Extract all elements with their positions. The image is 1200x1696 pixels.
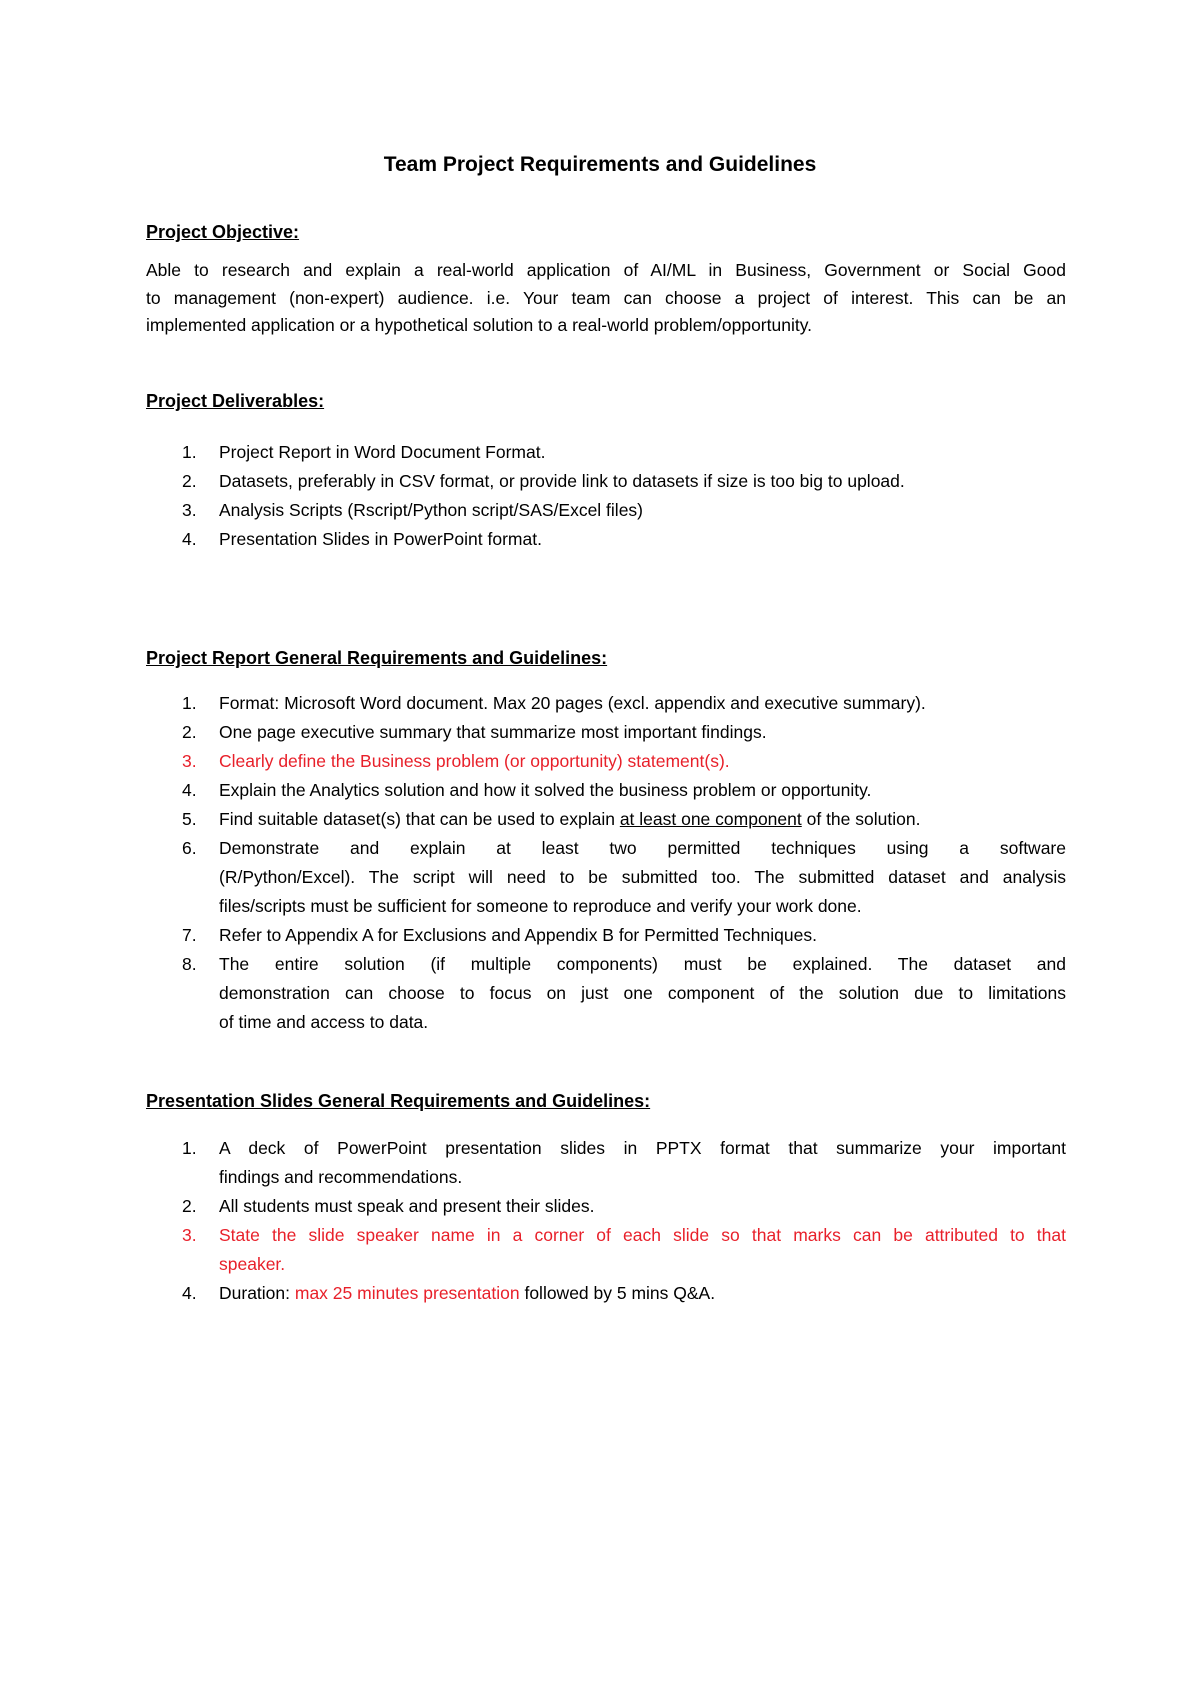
list-item-emphasized: 3. State the slide speaker name in a corner of each slide so that marks can be attributed to that speaker. [146,1221,1066,1279]
list-item: 7. Refer to Appendix A for Exclusions and Appendix B for Permitted Techniques. [146,921,1066,950]
list-item: 6. Demonstrate and explain at least two permitted techniques using a software (R/Python/Excel). The script will need to be submitted too. The submitted dataset and analysis files/scripts must be sufficient for someone to reproduce and verify your work done. [146,834,1066,921]
list-item: 1. Format: Microsoft Word document. Max 20 pages (excl. appendix and executive summary). [146,689,1066,718]
slides-requirements-list [146,1134,1066,1308]
list-item: 4. Presentation Slides in PowerPoint format. [146,525,1066,554]
objective-paragraph [146,257,1066,340]
list-item: 2. Datasets, preferably in CSV format, or provide link to datasets if size is too big to upload. [146,467,1066,496]
list-item: 3. Analysis Scripts (Rscript/Python script/SAS/Excel files) [146,496,1066,525]
underlined-phrase: at least one component [619,809,802,829]
list-number: 1. [182,442,197,462]
list-item: 8. The entire solution (if multiple components) must be explained. The dataset and demonstration can choose to focus on just one component of the solution due to limitations of time and access to data. [146,950,1066,1037]
list-number: 3. [182,751,197,771]
list-number: 3. [182,500,197,520]
deliverables-list [146,438,1066,554]
list-number: 4. [182,1283,197,1303]
deliverables-heading: Project Deliverables: [146,391,325,411]
list-item: 2. All students must speak and present their slides. [146,1192,1066,1221]
list-item: 1. A deck of PowerPoint presentation slides in PPTX format that summarize your important findings and recommendations. [146,1134,1066,1192]
list-item: 4. Explain the Analytics solution and how it solved the business problem or opportunity. [146,776,1066,805]
list-number: 5. [182,809,197,829]
list-number: 3. [182,1225,197,1245]
list-number: 4. [182,529,197,549]
list-number: 1. [182,693,197,713]
red-phrase: max 25 minutes presentation [294,1283,520,1303]
list-number: 2. [182,471,197,491]
report-requirements-list [146,689,1066,1037]
list-number: 2. [182,722,197,742]
objective-line: implemented application or a hypothetical solution to a real-world problem/opportunity. [146,315,813,335]
objective-heading: Project Objective: [146,222,300,242]
list-number: 6. [182,838,197,858]
document-title: Team Project Requirements and Guidelines [383,153,817,176]
list-item: 4. Duration: max 25 minutes presentation followed by 5 mins Q&A. [146,1279,1066,1308]
list-number: 7. [182,925,197,945]
list-item: 5. Find suitable dataset(s) that can be used to explain at least one component of the solution. [146,805,1066,834]
objective-line: to management (non-expert) audience. i.e. Your team can choose a project of interest. This can be an [146,287,1066,308]
slides-heading: Presentation Slides General Requirements and Guidelines: [146,1091,651,1111]
list-number: 4. [182,780,197,800]
list-number: 2. [182,1196,197,1216]
list-number: 1. [182,1138,197,1158]
report-heading: Project Report General Requirements and Guidelines: [146,648,608,668]
list-item: 2. One page executive summary that summarize most important findings. [146,718,1066,747]
list-number: 8. [182,954,197,974]
objective-line: Able to research and explain a real-world application of AI/ML in Business, Government or Social Good [146,260,1066,280]
list-item-emphasized: 3. Clearly define the Business problem (or opportunity) statement(s). [146,747,1066,776]
list-item: 1. Project Report in Word Document Format. [146,438,1066,467]
